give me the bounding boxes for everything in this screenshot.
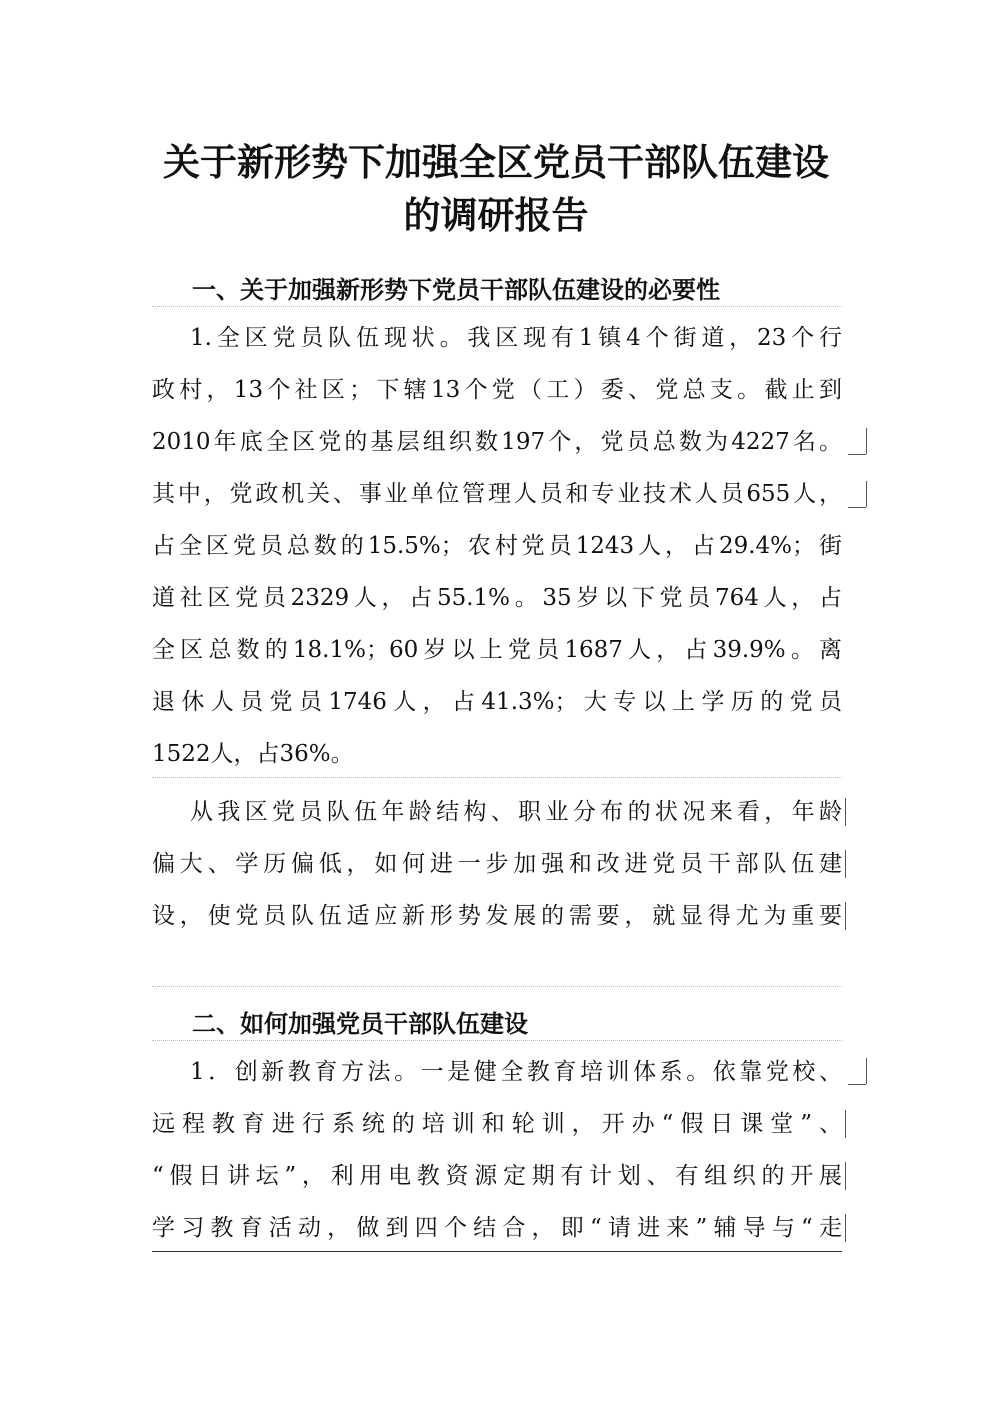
section-1-para-2-line: 偏大、学历偏低，如何进一步加强和改进党员干部队伍建 bbox=[152, 851, 842, 877]
section-1-para-1-line: 2010年底全区党的基层组织数197个，党员总数为4227名。 bbox=[152, 429, 842, 455]
section-1-para-2-line: 设，使党员队伍适应新形势发展的需要，就显得尤为重要 bbox=[152, 903, 842, 929]
revision-mark bbox=[866, 481, 867, 507]
revision-mark bbox=[845, 850, 846, 878]
section-2-heading: 二、如何加强党员干部队伍建设 bbox=[192, 1009, 528, 1038]
section-2-para-1-line: 远程教育进行系统的培训和轮训，开办“假日课堂”、 bbox=[152, 1111, 842, 1137]
revision-mark bbox=[845, 1110, 846, 1138]
section-2-para-1-line: 学习教育活动，做到四个结合，即“请进来”辅导与“走 bbox=[152, 1215, 842, 1241]
revision-mark bbox=[845, 1162, 846, 1190]
document-title-line-2: 的调研报告 bbox=[403, 193, 589, 237]
section-2-para-1-line: “假日讲坛”，利用电教资源定期有计划、有组织的开展 bbox=[152, 1163, 842, 1189]
revision-mark bbox=[848, 507, 866, 508]
section-1-para-1-line: 1.全区党员队伍现状。我区现有1镇4个街道，23个行 bbox=[190, 325, 842, 351]
section-1-para-1-line: 全区总数的18.1%；60岁以上党员1687人，占39.9%。离 bbox=[152, 637, 842, 663]
revision-mark bbox=[845, 798, 846, 826]
text-bottom-rule bbox=[152, 1251, 842, 1252]
section-1-heading: 一、关于加强新形势下党员干部队伍建设的必要性 bbox=[192, 275, 720, 304]
revision-mark bbox=[845, 902, 846, 930]
revision-mark bbox=[866, 428, 867, 454]
revision-mark bbox=[845, 1214, 846, 1242]
paragraph-divider bbox=[152, 777, 842, 778]
revision-mark bbox=[866, 1058, 867, 1084]
document-title-line-1: 关于新形势下加强全区党员干部队伍建设 bbox=[163, 140, 829, 184]
section-1-para-2-line: 从我区党员队伍年龄结构、职业分布的状况来看，年龄 bbox=[190, 799, 842, 825]
heading-divider bbox=[152, 1040, 842, 1041]
revision-mark bbox=[848, 1084, 866, 1085]
section-1-para-1-line: 占全区党员总数的15.5%；农村党员1243人，占29.4%；街 bbox=[152, 533, 842, 559]
section-1-para-1-line: 政村，13个社区；下辖13个党（工）委、党总支。截止到 bbox=[152, 377, 842, 403]
section-2-para-1-line: 1．创新教育方法。一是健全教育培训体系。依靠党校、 bbox=[190, 1059, 842, 1085]
section-1-para-1-line: 退休人员党员1746人，占41.3%；大专以上学历的党员 bbox=[152, 689, 842, 715]
section-1-para-1-line: 道社区党员2329人，占55.1%。35岁以下党员764人，占 bbox=[152, 585, 842, 611]
heading-divider bbox=[152, 306, 842, 307]
revision-mark bbox=[848, 454, 866, 455]
section-1-para-1-line: 1522人，占36%。 bbox=[152, 741, 354, 767]
paragraph-divider bbox=[152, 986, 842, 987]
section-1-para-1-line: 其中，党政机关、事业单位管理人员和专业技术人员655人， bbox=[152, 481, 842, 507]
